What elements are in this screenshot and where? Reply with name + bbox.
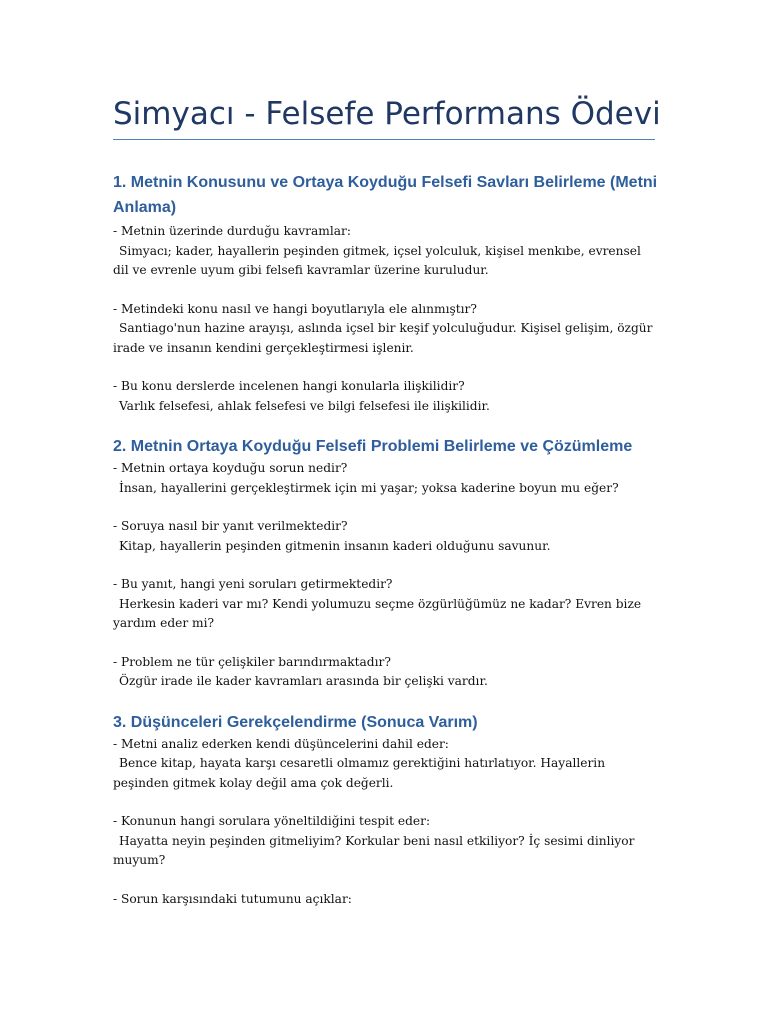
- qa-item: [113, 517, 658, 556]
- question-text: - Metindeki konu nasıl ve hangi boyutlarıyla ele alınmıştır?: [113, 301, 477, 316]
- qa-item: [113, 653, 658, 692]
- question-text: - Bu konu derslerde incelenen hangi konularla ilişkilidir?: [113, 379, 465, 393]
- question-text: - Bu yanıt, hangi yeni soruları getirmektedir?: [113, 577, 393, 591]
- question-text: - Metni analiz ederken kendi düşüncelerini dahil eder:: [113, 736, 449, 751]
- question-text: - Metnin üzerinde durduğu kavramlar:: [113, 224, 351, 238]
- section-heading: 1. Metnin Konusunu ve Ortaya Koyduğu Felsefi Savları Belirleme (Metni Anlama): [113, 174, 658, 216]
- section-heading: 2. Metnin Ortaya Koyduğu Felsefi Problemi Belirleme ve Çözümleme: [113, 438, 633, 455]
- question-text: - Metnin ortaya koyduğu sorun nedir?: [113, 461, 348, 475]
- section-1: [113, 170, 658, 416]
- answer-text: Bence kitap, hayata karşı cesaretli olmamız gerektiğini hatırlatıyor. Hayallerin peşinden gitmek kolay değil ama çok değerli.: [113, 756, 606, 790]
- question-text: - Konunun hangi sorulara yöneltildiğini tespit eder:: [113, 814, 431, 828]
- qa-item: [113, 575, 658, 634]
- question-text: - Sorun karşısındaki tutumunu açıklar:: [113, 891, 352, 906]
- answer-text: Simyacı; kader, hayallerin peşinden gitmek, içsel yolculuk, kişisel menkıbe, evrensel dil ve evrenle uyum gibi felsefi kavramlar üzerine kuruludur.: [113, 243, 641, 277]
- answer-text: İnsan, hayallerini gerçekleştirmek için mi yaşar; yoksa kaderine boyun mu eğer?: [119, 480, 619, 495]
- qa-item: [113, 812, 658, 871]
- qa-item: [113, 300, 658, 359]
- section-heading: 3. Düşünceleri Gerekçelendirme (Sonuca Varım): [113, 713, 478, 731]
- qa-item: [113, 377, 658, 416]
- answer-text: Santiago'nun hazine arayışı, aslında içsel bir keşif yolculuğudur. Kişisel gelişim, özgür irade ve insanın kendini gerçekleştirmesi işlenir.: [113, 321, 653, 355]
- qa-item: [113, 735, 658, 794]
- answer-text: Özgür irade ile kader kavramları arasında bir çelişki vardır.: [119, 674, 488, 688]
- section-3: [113, 710, 658, 910]
- title-underline: [113, 139, 655, 140]
- answer-text: Varlık felsefesi, ahlak felsefesi ve bilgi felsefesi ile ilişkilidir.: [119, 398, 490, 413]
- question-text: - Problem ne tür çelişkiler barındırmaktadır?: [113, 654, 391, 669]
- document-title: Simyacı - Felsefe Performans Ödevi: [113, 96, 661, 132]
- answer-text: Herkesin kaderi var mı? Kendi yolumuzu seçme özgürlüğümüz ne kadar? Evren bize yardım eder mi?: [113, 596, 642, 630]
- qa-item: [113, 222, 658, 281]
- qa-item: [113, 890, 658, 910]
- answer-text: Hayatta neyin peşinden gitmeliyim? Korkular beni nasıl etkiliyor? İç sesimi dinliyor muyum?: [113, 833, 635, 867]
- answer-text: Kitap, hayallerin peşinden gitmenin insanın kaderi olduğunu savunur.: [119, 538, 551, 553]
- question-text: - Soruya nasıl bir yanıt verilmektedir?: [113, 519, 348, 533]
- document-body: [113, 170, 658, 927]
- qa-item: [113, 459, 658, 498]
- section-2: [113, 434, 658, 692]
